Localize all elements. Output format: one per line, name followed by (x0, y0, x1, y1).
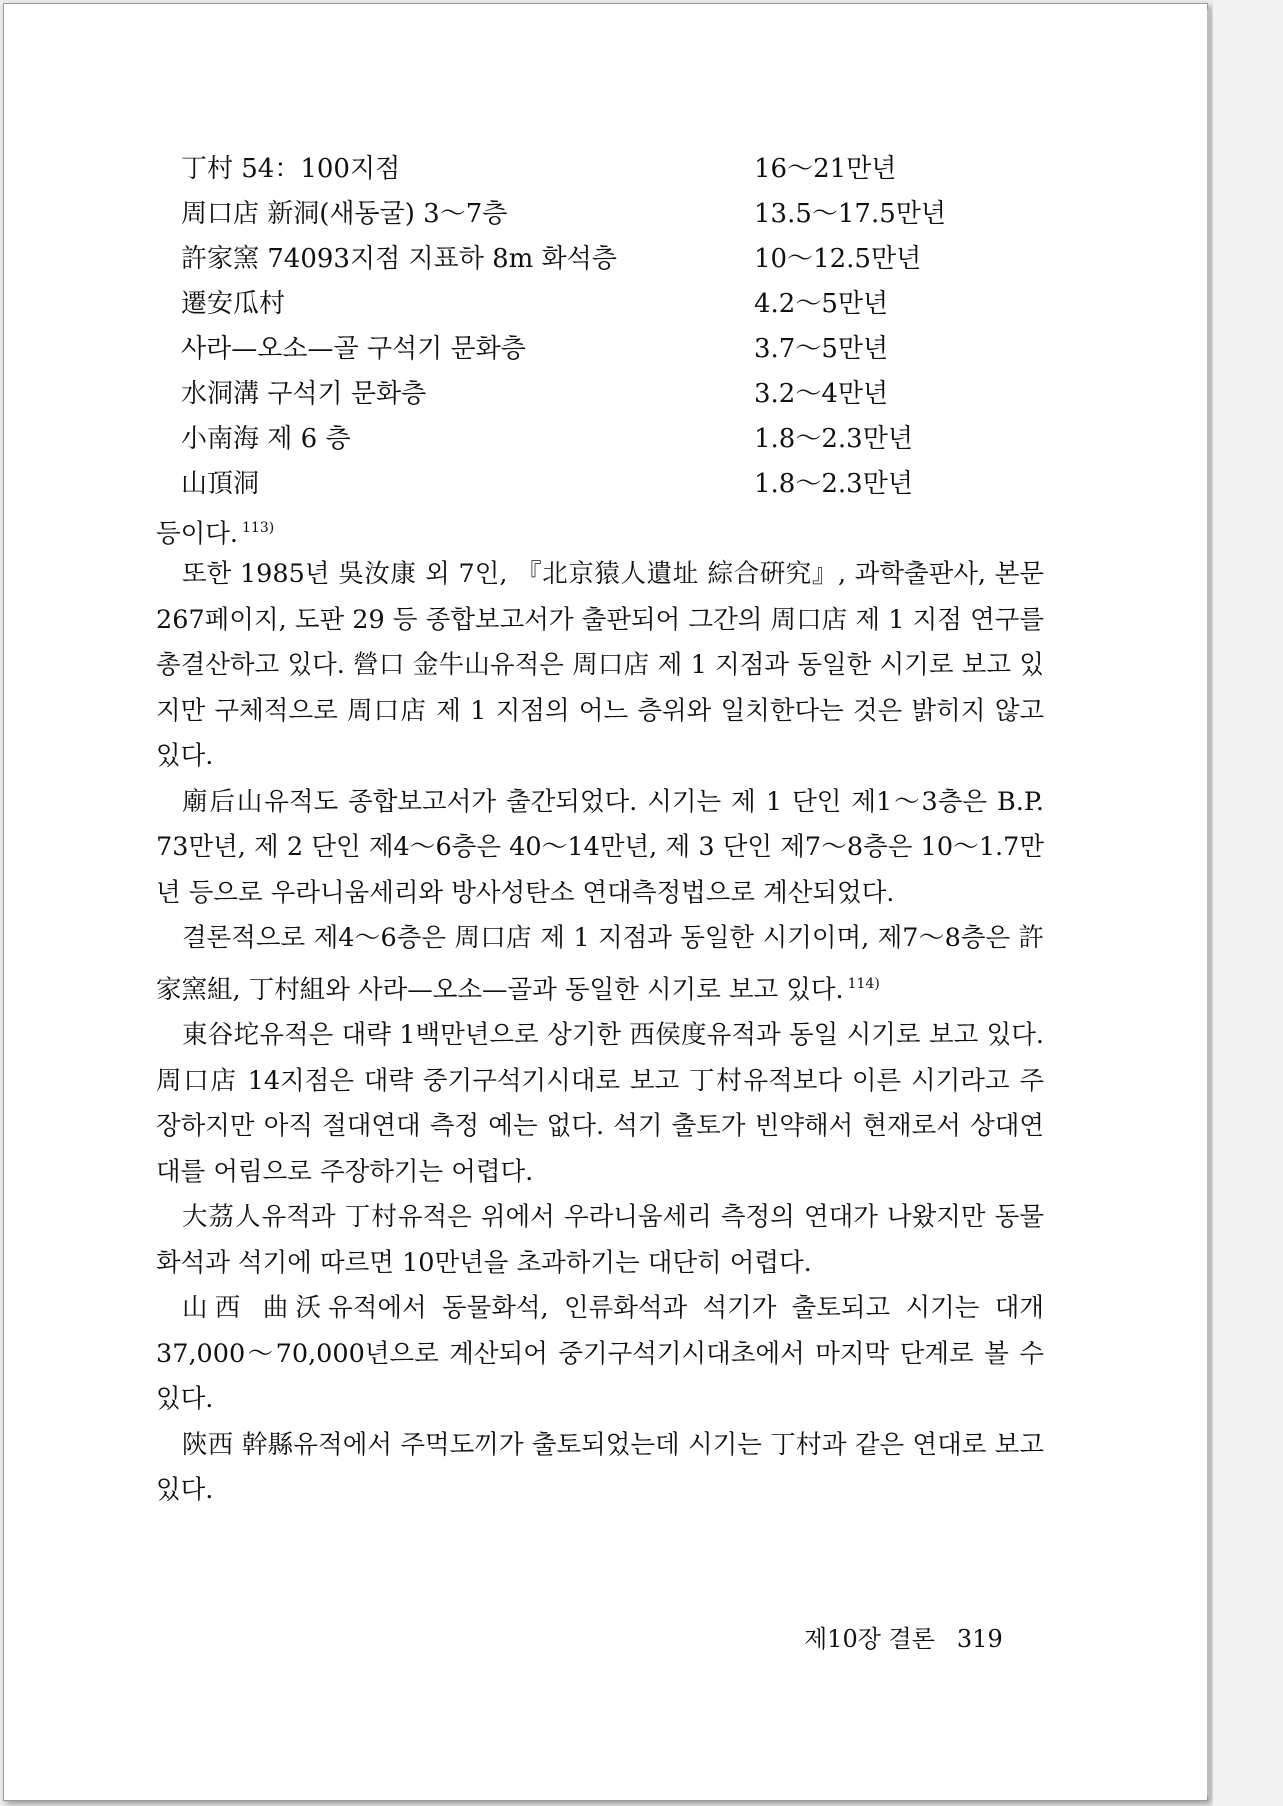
list-item (181, 147, 1081, 192)
paragraph: 廟后山유적도 종합보고서가 출간되었다. 시기는 제 1 단인 제1～3층은 B.P. 73만년, 제 2 단인 제4～6층은 40～14만년, 제 3 단인 제7～8층은 10～1.7만년 등으로 우라니움세리와 방사성탄소 연대측정법으로 계산되었다. (156, 786, 1044, 908)
dating-list (181, 147, 1081, 507)
list-item (181, 237, 1081, 282)
list-item (181, 192, 1081, 237)
document-page (3, 3, 1208, 1801)
site-name: 사라—오소—골 구석기 문화층 (181, 334, 526, 364)
body-text (156, 552, 1044, 1514)
site-name: 周口店 新洞(새동굴) 3～7층 (181, 199, 508, 229)
site-age: 1.8～2.3만년 (754, 469, 913, 499)
site-name: 丁村 54：100지점 (181, 154, 401, 184)
paragraph: 東谷坨유적은 대략 1백만년으로 상기한 西侯度유적과 동일 시기로 보고 있다. 周口店 14지점은 대략 중기구석기시대로 보고 丁村유적보다 이른 시기라고 주장하지만 아직 절대연대 측정 예는 없다. 석기 출토가 빈약해서 현재로서 상대연대를 어림으로 주장하기는 어렵다. (156, 1020, 1044, 1187)
paragraph: 大茘人유적과 丁村유적은 위에서 우라니움세리 측정의 연대가 나왔지만 동물화석과 석기에 따르면 10만년을 초과하기는 대단히 어렵다. (156, 1202, 1044, 1278)
site-age: 1.8～2.3만년 (754, 424, 913, 454)
site-name: 山頂洞 (181, 469, 260, 499)
paragraph: 陝西 幹縣유적에서 주먹도끼가 출토되었는데 시기는 丁村과 같은 연대로 보고 있다. (156, 1429, 1044, 1505)
site-age: 4.2～5만년 (754, 289, 889, 319)
site-name: 遷安瓜村 (181, 289, 286, 319)
footnote-marker: 114) (847, 975, 880, 992)
site-age: 13.5～17.5만년 (754, 199, 947, 229)
list-item (181, 462, 1081, 507)
page-footer (804, 1619, 1003, 1654)
site-age: 3.7～5만년 (754, 334, 889, 364)
paragraph: 결론적으로 제4～6층은 周口店 제 1 지점과 동일한 시기이며, 제7～8층은 許家窯組, 丁村組와 사라—오소—골과 동일한 시기로 보고 있다. $^{114)}$ (156, 923, 1044, 1005)
list-item (181, 372, 1081, 417)
paragraph: 또한 1985년 吳汝康 외 7인, 『北京猿人遺址 綜合硏究』, 과학출판사, 본문 267페이지, 도판 29 등 종합보고서가 출판되어 그간의 周口店 제 1 지점 연구를 총결산하고 있다. 營口 金牛山유적은 周口店 제 1 지점과 동일한 시기로 보고 있지만 구체적으로 周口店 제 1 지점의 어느 층위와 일치한다는 것은 밝히지 않고 있다. (156, 559, 1044, 771)
viewer-background (1213, 0, 1283, 1806)
list-conclusion-text: 등이다. (156, 519, 239, 549)
chapter-title: 제10장 결론 (804, 1625, 935, 1653)
page-number: 319 (956, 1625, 1003, 1653)
list-item (181, 282, 1081, 327)
site-age: 16～21만년 (754, 154, 897, 184)
site-age: 3.2～4만년 (754, 379, 889, 409)
footnote-marker: 113) (242, 520, 275, 536)
site-name: 許家窯 74093지점 지표하 8m 화석층 (181, 244, 617, 274)
site-name: 小南海 제 6 층 (181, 424, 351, 454)
paragraph: 山西 曲沃유적에서 동물화석, 인류화석과 석기가 출토되고 시기는 대개 37,000～70,000년으로 계산되어 중기구석기시대초에서 마지막 단계로 볼 수 있다. (156, 1293, 1044, 1414)
site-name: 水洞溝 구석기 문화층 (181, 379, 427, 409)
page-edge-shadow (1207, 10, 1211, 1796)
list-conclusion (156, 506, 274, 557)
list-item (181, 417, 1081, 462)
site-age: 10～12.5만년 (754, 244, 922, 274)
list-item (181, 327, 1081, 372)
